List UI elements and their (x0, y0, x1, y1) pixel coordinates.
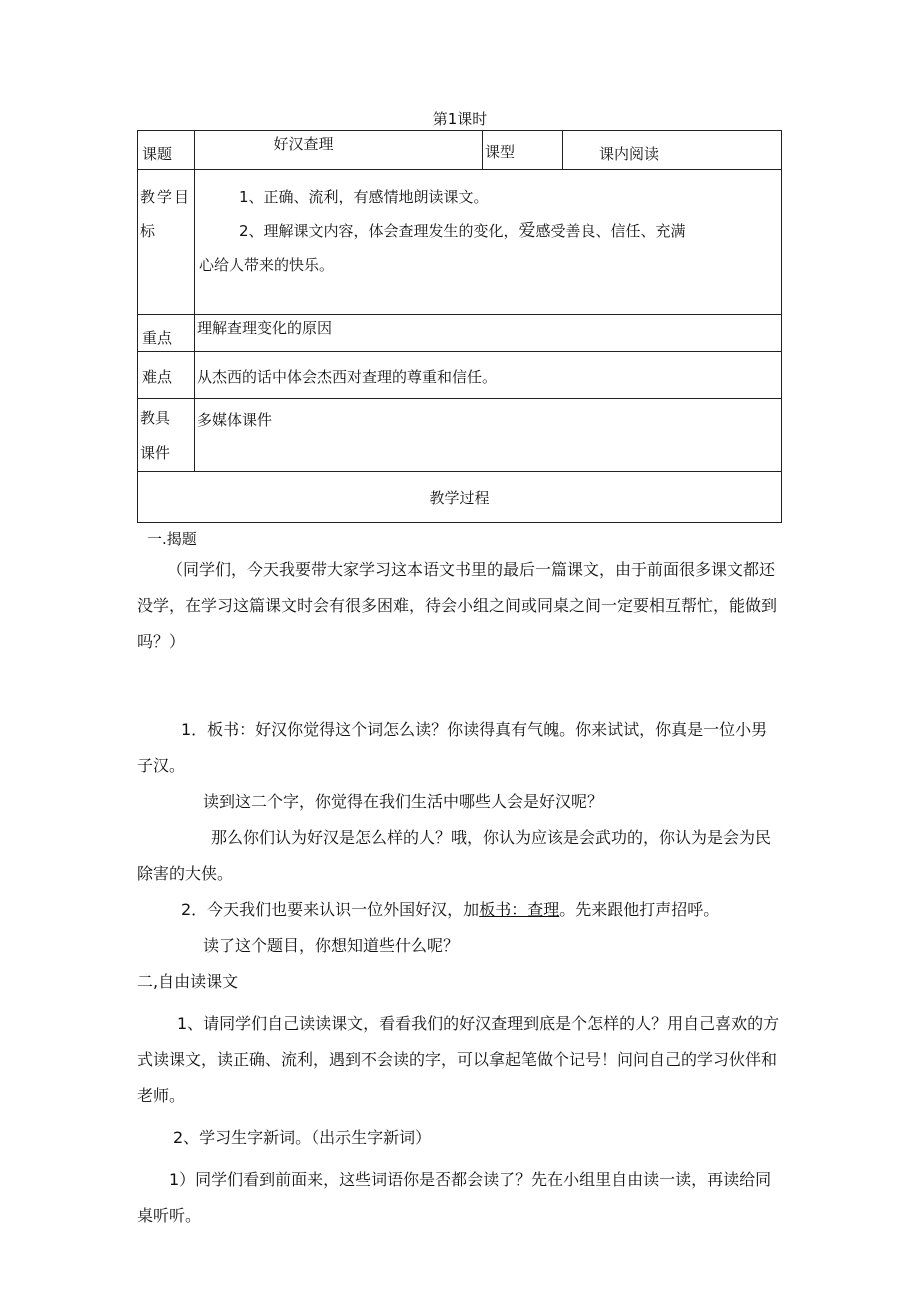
paragraph-1: 1．板书：好汉你觉得这个词怎么读？你读得真有气魄。你来试试，你真是一位小男子汉。 (137, 720, 768, 775)
process-row (138, 472, 782, 523)
section-2-heading: 二,自由读课文 (137, 972, 239, 991)
blackboard-note: 板书：查理 (479, 900, 560, 919)
goals-row (138, 170, 782, 315)
section-1-intro: （同学们，今天我要带大家学习这本语文书里的最后一篇课文，由于前面很多课文都还没学，在学习这篇课文时会有很多困难，待会小组之间或同桌之间一定要相互帮忙，能做到吗？） (137, 560, 778, 651)
goal-1: 1、正确、流利，有感情地朗读课文。 (239, 188, 489, 206)
tools-value: 多媒体课件 (197, 411, 273, 429)
key-value: 理解查理变化的原因 (197, 319, 333, 337)
lesson-info-table (137, 130, 782, 523)
paragraph-7: 2、学习生字新词。（出示生字新词） (173, 1128, 432, 1147)
difficulty-row (138, 352, 782, 399)
goal-2 (195, 214, 781, 248)
type-value: 课内阅读 (599, 145, 660, 163)
key-label: 重点 (142, 329, 173, 347)
difficulty-value: 从杰西的话中体会杰西对查理的尊重和信任。 (197, 368, 498, 386)
section-1-heading: 一.揭题 (147, 530, 197, 548)
paragraph-4-text: 2．今天我们也要来认识一位外国好汉，加 (181, 900, 480, 919)
tools-label-1: 教具 (140, 409, 171, 427)
type-label: 课型 (485, 143, 516, 161)
lesson-title: 第1课时 (432, 110, 488, 128)
paragraph-3: 那么你们认为好汉是怎么样的人？哦，你认为应该是会武功的，你认为是会为民除害的大侠。 (137, 828, 772, 883)
tools-row (138, 399, 782, 472)
paragraph-6: 1、请同学们自己读读课文，看看我们的好汉查理到底是个怎样的人？用自己喜欢的方式读课文，读正确、流利，遇到不会读的字，可以拿起笔做个记号！问问自己的学习伙伴和老师。 (137, 1014, 780, 1105)
goal-2-tail: 感受善良、信任、充满 (535, 222, 686, 240)
goal-2-word: 爱 (518, 221, 536, 241)
difficulty-label: 难点 (142, 368, 173, 386)
paragraph-4 (137, 892, 781, 928)
topic-label: 课题 (142, 145, 173, 163)
topic-row (138, 131, 782, 170)
goal-2-text: 2、理解课文内容，体会查理发生的变化， (239, 222, 519, 240)
paragraph-8: 1）同学们看到前面来，这些词语你是否都会读了？先在小组里自由读一读，再读给同桌听听。 (137, 1170, 772, 1225)
paragraph-5: 读了这个题目，你想知道些什么呢？ (203, 936, 460, 955)
topic-value: 好汉查理 (273, 135, 334, 153)
goal-2-continued: 心给人带来的快乐。 (199, 256, 335, 274)
paragraph-4-tail: 。先来跟他打声招呼。 (559, 900, 720, 919)
paragraph-2: 读到这二个字，你觉得在我们生活中哪些人会是好汉呢？ (203, 792, 604, 811)
goals-label: 教学目标 (140, 188, 192, 240)
process-label: 教学过程 (429, 488, 490, 507)
key-row (138, 315, 782, 352)
lesson-body (137, 526, 781, 1234)
tools-label-2: 课件 (140, 444, 171, 462)
